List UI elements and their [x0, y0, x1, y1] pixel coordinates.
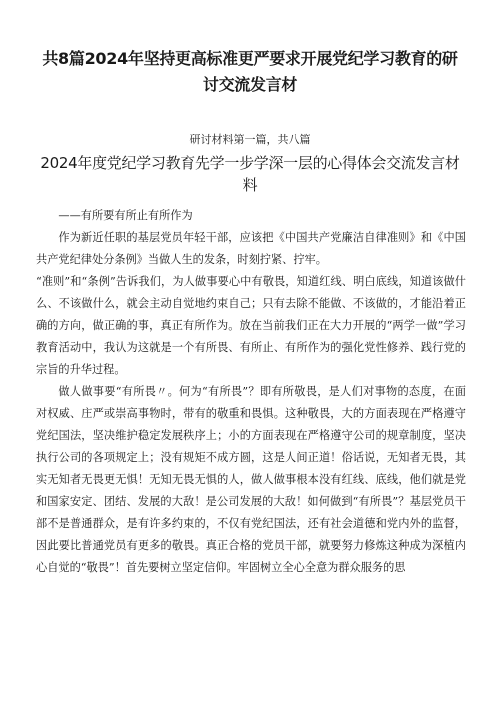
paragraph: 做人做事要“有所畏〃。何为“有所畏”？即有所敬畏，是人们对事物的态度，在面对权威、庄严或崇高事物时，带有的敬重和畏惧。这种敬畏，大的方面表现在严格遵守党纪国法，坚决维护稳定发展秩序上；小的方面表现在严格遵守公司的规章制度，坚决执行公司的各项规定上；没有规矩不成方圆，这是人间正道！俗话说，无知者无畏，其实无知者无畏更无惧！无知无畏无惧的人，做人做事根本没有红线、底线，他们就是党和国家安定、团结、发展的大敌！是公司发展的大敌！如何做到“有所畏”？基层党员干部不是普通群众，是有许多约束的，不仅有党纪国法，还有社会道德和党内外的监督，因此要比普通党员有更多的敬畏。真正合格的党员干部，就要努力修炼这种成为深植内心自觉的“敬畏”！首先要树立坚定信仰。牢固树立全心全意为群众服务的思 [36, 385, 466, 574]
document-title: 共8篇2024年坚持更高标准更严要求开展党纪学习教育的研讨交流发言材 [42, 49, 458, 94]
dash-line: ——有所要有所止有所作为 [58, 209, 193, 222]
paragraph: 作为新近任职的基层党员年轻干部，应该把《中国共产党廉洁自律准则》和《中国共产党纪律处分条例》当做人生的发条，时刻拧紧、拧牢。 [36, 231, 466, 266]
document-body [36, 205, 466, 579]
document-subtitle: 研讨材料第一篇，共八篇 [189, 133, 311, 146]
paragraph: “准则”和“条例”告诉我们，为人做事要心中有敬畏，知道红线、明白底线，知道该做什么、不该做什么，就会主动自觉地约束自己；只有去除不能做、不该做的，才能沿着正确的方向，做正确的事，真正有所作为。放在当前我们正在大力开展的“两学一做”学习教育活动中，我认为这就是一个有所畏、有所止、有所作为的强化党性修养、践行党的宗旨的升华过程。 [36, 275, 466, 376]
section-title: 2024年度党纪学习教育先学一步学深一层的心得体会交流发言材料 [40, 154, 460, 194]
